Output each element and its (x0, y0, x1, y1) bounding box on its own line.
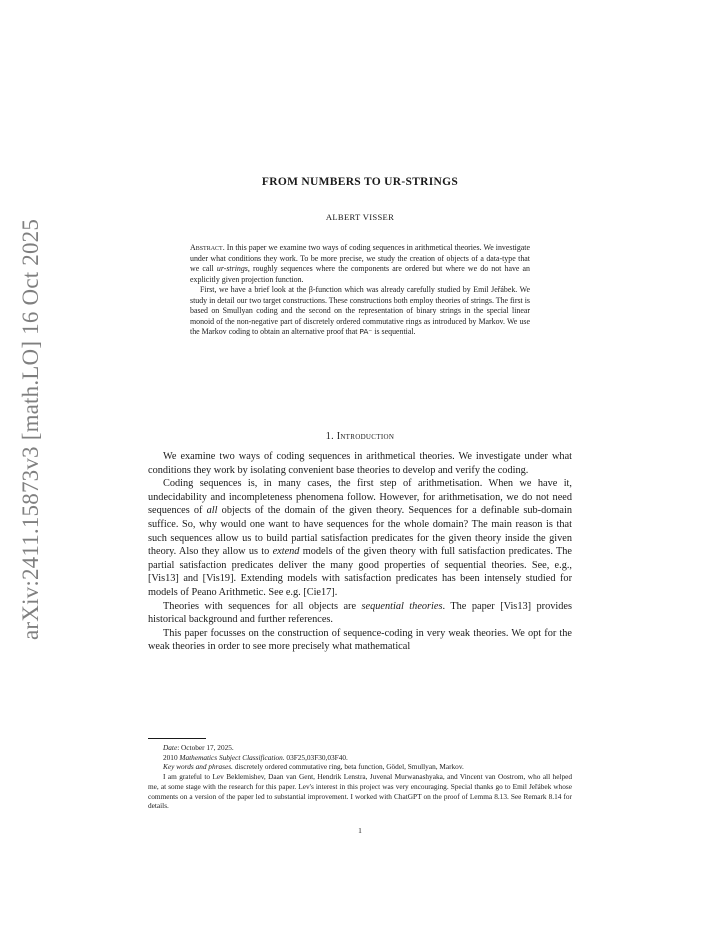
footnote-msc: 2010 Mathematics Subject Classification. 03F25,03F30,03F40. (163, 752, 348, 762)
intro-paragraph-4: This paper focusses on the construction of sequence-coding in very weak theories. We opt for the weak theories in order to see more precisely what mathematical (148, 627, 572, 653)
intro-paragraph-2: Coding sequences is, in many cases, the first step of arithmetisation. When we have it, undecidability and incompleteness phenomena follow. However, for arithmetisation, we do not need sequences of all objects of the domain of the given theory. Sequences for a definable sub-domain suffice. So, why would one want to have sequences for the whole domain? The main reason is that such sequences allow us to build partial satisfaction predicates for the given theory inside the given theory. Also they allow us to extend models of the given theory with full satisfaction predicates. The partial satisfaction predicates deliver the many good properties of sequential theories. See, e.g., [Vis13] and [Vis19]. Extending models with satisfaction predicates has been intensely studied for models of Peano Arithmetic. See e.g. [Cie17]. (148, 478, 572, 598)
abstract-paragraph-1: Abstract. In this paper we examine two ways of coding sequences in arithmetical theories. We investigate under what conditions they work. To be more precise, we study the creation of objects of a data-type that we call ur-strings, roughly sequences where the components are ordered but where we do not have an explicitly given projection function. (190, 243, 530, 284)
footnote-acknowledgements: I am grateful to Lev Beklemishev, Daan van Gent, Hendrik Lenstra, Juvenal Murwanashyaka, and Vincent van Oostrom, who all helped me, at some stage with the research for this paper. Lev's interest in this project was very encouraging. Special thanks go to Emil Jeřábek whose comments on a version of the paper led to substantial improvement. I worked with ChatGPT on the proof of Lemma 8.13. See Remark 8.14 for details. (148, 772, 572, 811)
introduction-body (148, 450, 572, 654)
arxiv-identifier-stamp: arXiv:2411.15873v3 [math.LO] 16 Oct 2025 (18, 218, 43, 640)
pa-minus-symbol: PA⁻ (359, 327, 373, 336)
author-name: ALBERT VISSER (325, 212, 395, 222)
abstract (190, 243, 530, 338)
intro-paragraph-1: We examine two ways of coding sequences in arithmetical theories. We investigate under what conditions they work by isolating convenient base theories to develop and verify the coding. (148, 451, 572, 476)
paper-title: FROM NUMBERS TO UR-STRINGS (261, 176, 459, 188)
footnote-keywords: Key words and phrases. discretely ordered commutative ring, beta function, Gödel, Smullyan, Markov. (163, 762, 464, 772)
intro-paragraph-3: Theories with sequences for all objects are sequential theories. The paper [Vis13] provides historical background and further references. (148, 600, 572, 626)
section-heading-introduction: 1. Introduction (325, 431, 395, 442)
footnote-date: Date: October 17, 2025. (163, 743, 234, 752)
abstract-label: Abstract. (190, 243, 225, 252)
abstract-paragraph-2: First, we have a brief look at the β-function which was already carefully studied by Emil Jeřábek. We study in detail our two target constructions. These constructions both employ theories of strings. The first is based on Smullyan coding and the second on the representation of binary strings in the special linear monoid of the non-negative part of discretely ordered commutative rings as introduced by Markov. We use the Markov coding to obtain an alternative proof that PA⁻ is sequential. (190, 285, 530, 336)
footnotes (148, 743, 572, 811)
page-number: 1 (358, 826, 362, 835)
footnote-divider (148, 738, 206, 739)
